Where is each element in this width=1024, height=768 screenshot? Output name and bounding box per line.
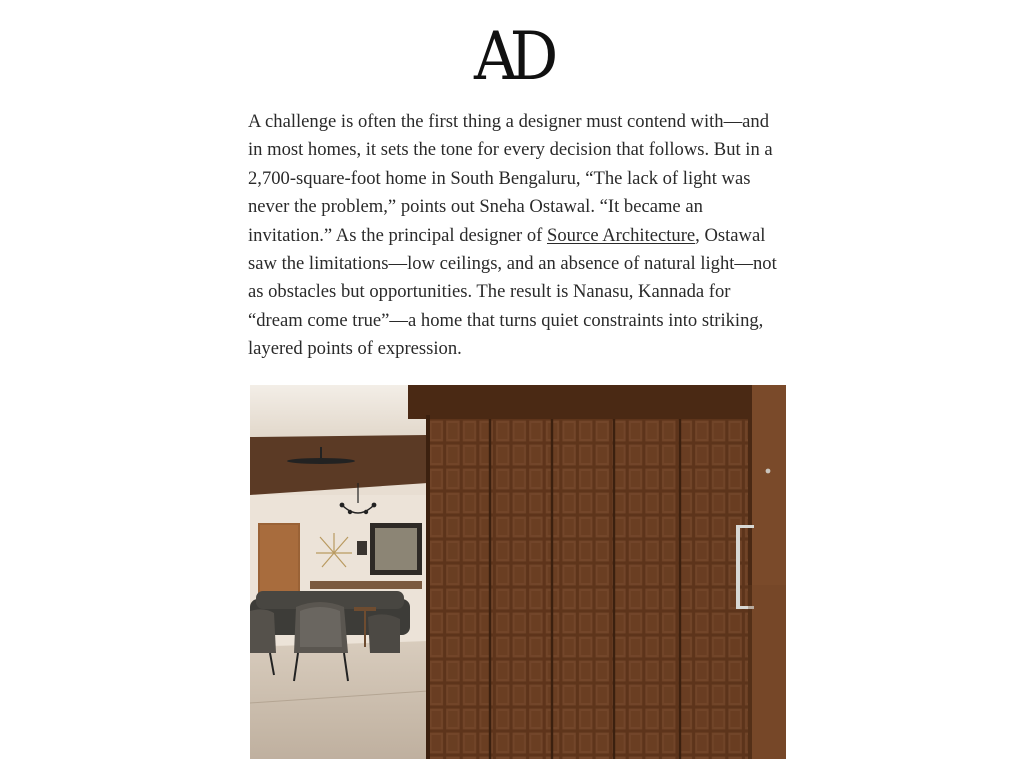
article-paragraph [248,108,788,364]
source-architecture-link[interactable]: Source Architecture [546,224,696,246]
article-photo [250,385,786,759]
walnut-sliding-door [426,415,748,759]
ad-logo[interactable]: AD [474,18,550,95]
paragraph-text-start: A challenge is often the first thing a designer must contend with—and in most homes, it sets the tone for every decision that follows. But in a 2,700-square-foot home in South Bengaluru, “The lack of light was never the problem,” points out Sneha Ostawal. “It became an invitation.” As the principal designer of [248,111,773,246]
background-room [250,385,428,759]
door-header-beam [408,385,748,419]
paragraph-text-end: , Ostawal saw the limitations—low ceilings, and an absence of natural light—not as obstacles but opportunities. The result is Nanasu, Kannada for “dream come true”—a home that turns quiet constraints into striking, layered points of expression. [248,224,777,360]
